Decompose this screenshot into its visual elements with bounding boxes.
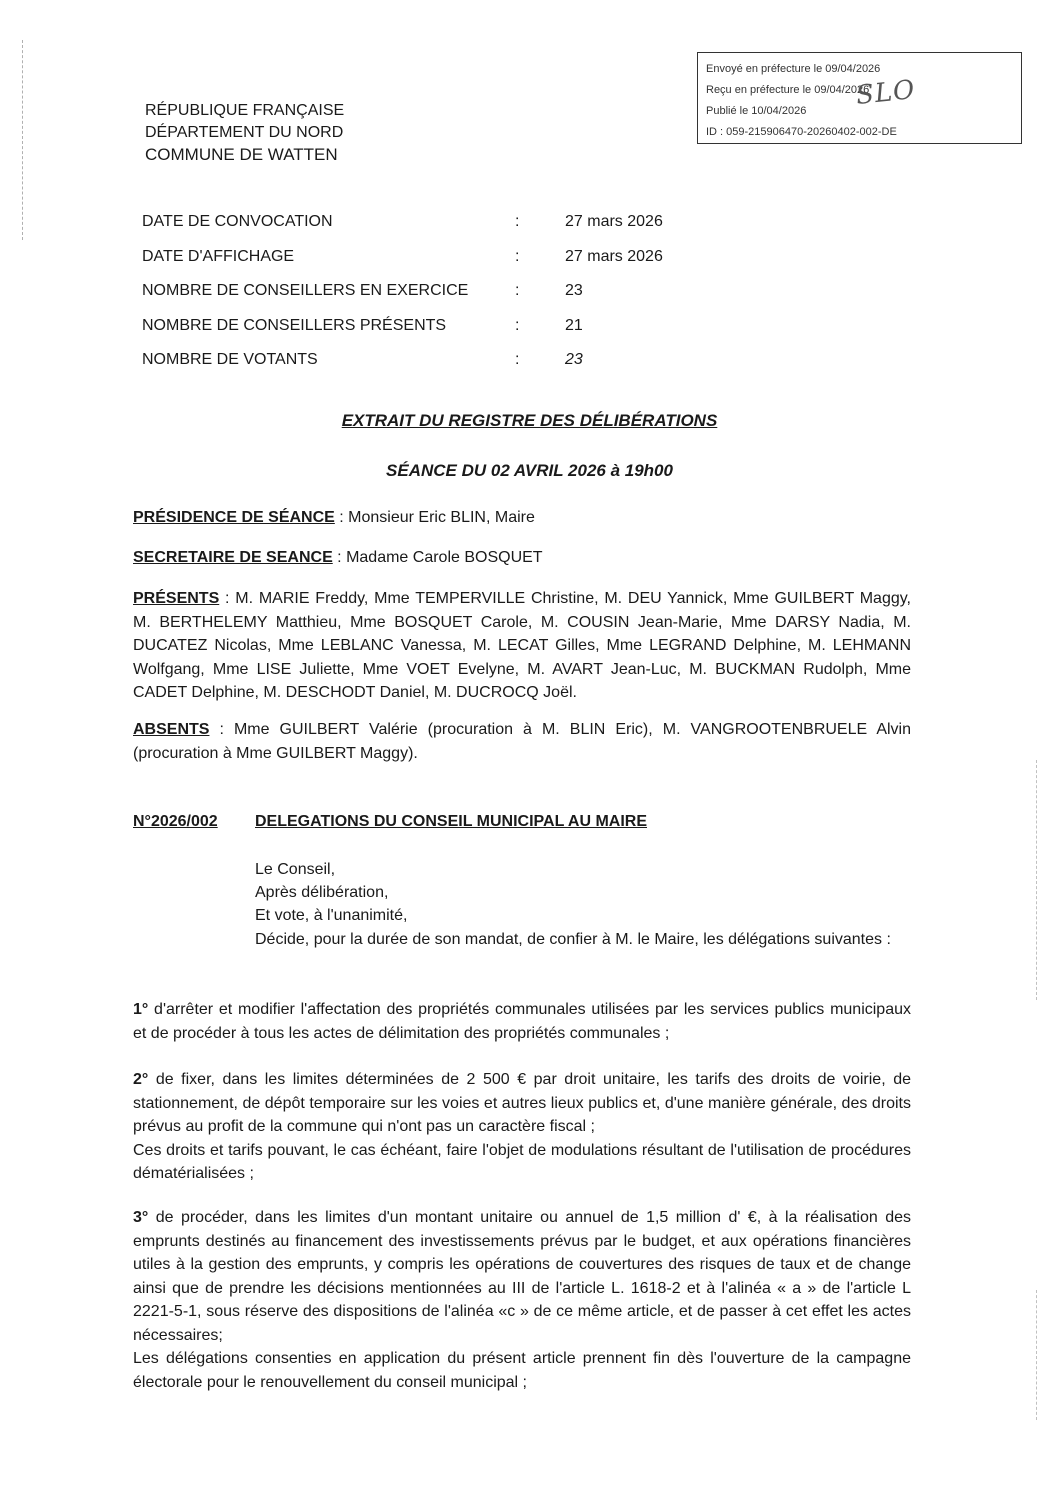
presidence-label: PRÉSIDENCE DE SÉANCE <box>133 509 335 526</box>
info-label: DATE DE CONVOCATION <box>142 213 333 230</box>
info-sep: : <box>515 247 520 265</box>
scan-artifact-left <box>22 40 23 240</box>
item-paragraph <box>133 1068 911 1139</box>
item-subparagraph: Ces droits et tarifs pouvant, le cas échéant, faire l'objet de modulations résultant de l'utilisation de procédures dématérialisées ; <box>133 1141 911 1182</box>
deliberation-title: DELEGATIONS DU CONSEIL MUNICIPAL AU MAIRE <box>255 813 648 830</box>
delegation-item-3 <box>133 1206 911 1394</box>
stamp-id-line: ID : 059-215906470-20260402-002-DE <box>706 126 897 138</box>
delegation-item-2 <box>133 1068 911 1186</box>
info-sep: : <box>515 351 520 368</box>
item-paragraph <box>133 1206 911 1347</box>
item-text: de fixer, dans les limites déterminées de 2 500 € par droit unitaire, les tarifs des droits de voirie, de stationnement, de dépôt temporaire sur les voies et autres lieux publics et, d'une manière générale, des droits prévus au profit de la commune qui n'ont pas un caractère fiscal ; <box>133 1071 911 1135</box>
presidence-line <box>133 506 911 530</box>
header-republique: RÉPUBLIQUE FRANÇAISE <box>145 102 345 119</box>
info-value: 27 mars 2026 <box>565 247 663 265</box>
stamp-published-line: Publié le 10/04/2026 <box>706 105 807 117</box>
presents-text: : M. MARIE Freddy, Mme TEMPERVILLE Christine, M. DEU Yannick, Mme GUILBERT Maggy, M. BERTHELEMY Matthieu, Mme BOSQUET Carole, M. COUSIN Jean-Marie, Mme DARSY Nadia, M. DUCATEZ Nicolas, Mme LEBLANC Vanessa, M. LECAT Gilles, Mme LEGRAND Delphine, M. LEHMANN Wolfgang, Mme LISE Juliette, Mme VOET Evelyne, M. AVART Jean-Luc, M. BUCKMAN Rudolph, Mme CADET Delphine, M. DESCHODT Daniel, M. DUCROCQ Joël. <box>133 590 911 701</box>
item-number: 3° <box>133 1209 149 1226</box>
delegation-item-1 <box>133 998 911 1045</box>
header-departement: DÉPARTEMENT DU NORD <box>145 124 344 141</box>
scan-artifact-right-1 <box>1036 760 1037 1000</box>
info-sep: : <box>515 282 520 299</box>
absents-label: ABSENTS <box>133 721 210 738</box>
info-sep: : <box>515 213 520 230</box>
item-subparagraph: Les délégations consenties en application du présent article prennent fin dès l'ouverture de la campagne électorale pour le renouvellement du conseil municipal ; <box>133 1350 911 1391</box>
item-text: de procéder, dans les limites d'un montant unitaire ou annuel de 1,5 million d' €, à la réalisation des emprunts destinés au financement des investissements prévus par le budget, et aux opérations financières utiles à la gestion des emprunts, y compris les opérations de couvertures des risques de taux et de change ainsi que de prendre les décisions mentionnées au III de l'article L. 1618-2 et à l'alinéa « a » de l'article L 2221-5-1, sous réserve des dispositions de l'alinéa «c » de ce même article, et de passer à cet effet les actes nécessaires; <box>133 1209 911 1344</box>
presents-label: PRÉSENTS <box>133 590 220 607</box>
intro-conseil: Le Conseil, <box>255 861 336 878</box>
deliberation-number: N°2026/002 <box>133 813 218 830</box>
secretaire-line <box>133 546 911 570</box>
session-title: SÉANCE DU 02 AVRIL 2026 à 19h00 <box>386 461 673 480</box>
info-value: 23 <box>565 282 583 299</box>
intro-decide: Décide, pour la durée de son mandat, de confier à M. le Maire, les délégations suivantes : <box>255 931 891 948</box>
intro-apres: Après délibération, <box>255 884 389 901</box>
absents-paragraph <box>133 718 911 765</box>
secretaire-text: : Madame Carole BOSQUET <box>332 549 543 566</box>
stamp-received-line: Reçu en préfecture le 09/04/2026 <box>706 84 870 96</box>
presents-paragraph <box>133 587 911 705</box>
stamp-sent-line: Envoyé en préfecture le 09/04/2026 <box>706 63 881 75</box>
header-commune: COMMUNE DE WATTEN <box>145 145 338 164</box>
stamp-signature: SLO <box>854 74 917 112</box>
register-title: EXTRAIT DU REGISTRE DES DÉLIBÉRATIONS <box>341 411 718 430</box>
item-text: d'arrêter et modifier l'affectation des propriétés communales utilisées par les services publics municipaux et de procéder à tous les actes de délimitation des propriétés communales ; <box>133 1001 911 1042</box>
absents-text: : Mme GUILBERT Valérie (procuration à M. BLIN Eric), M. VANGROOTENBRUELE Alvin (procuration à Mme GUILBERT Maggy). <box>133 721 911 762</box>
info-value: 21 <box>565 316 583 334</box>
info-label: NOMBRE DE VOTANTS <box>142 351 318 368</box>
secretaire-label: SECRETAIRE DE SEANCE <box>133 549 333 566</box>
info-label: NOMBRE DE CONSEILLERS PRÉSENTS <box>142 316 447 334</box>
info-value: 27 mars 2026 <box>565 213 663 230</box>
presidence-text: : Monsieur Eric BLIN, Maire <box>334 509 535 526</box>
info-value: 23 <box>565 351 583 368</box>
info-sep: : <box>515 316 520 334</box>
document-header <box>145 100 344 166</box>
info-label: NOMBRE DE CONSEILLERS EN EXERCICE <box>142 282 469 299</box>
info-label: DATE D'AFFICHAGE <box>142 247 295 265</box>
intro-vote: Et vote, à l'unanimité, <box>255 907 408 924</box>
scan-artifact-right-2 <box>1036 1290 1037 1420</box>
deliberation-intro <box>255 858 407 927</box>
item-number: 1° <box>133 1001 149 1018</box>
item-number: 2° <box>133 1071 149 1088</box>
